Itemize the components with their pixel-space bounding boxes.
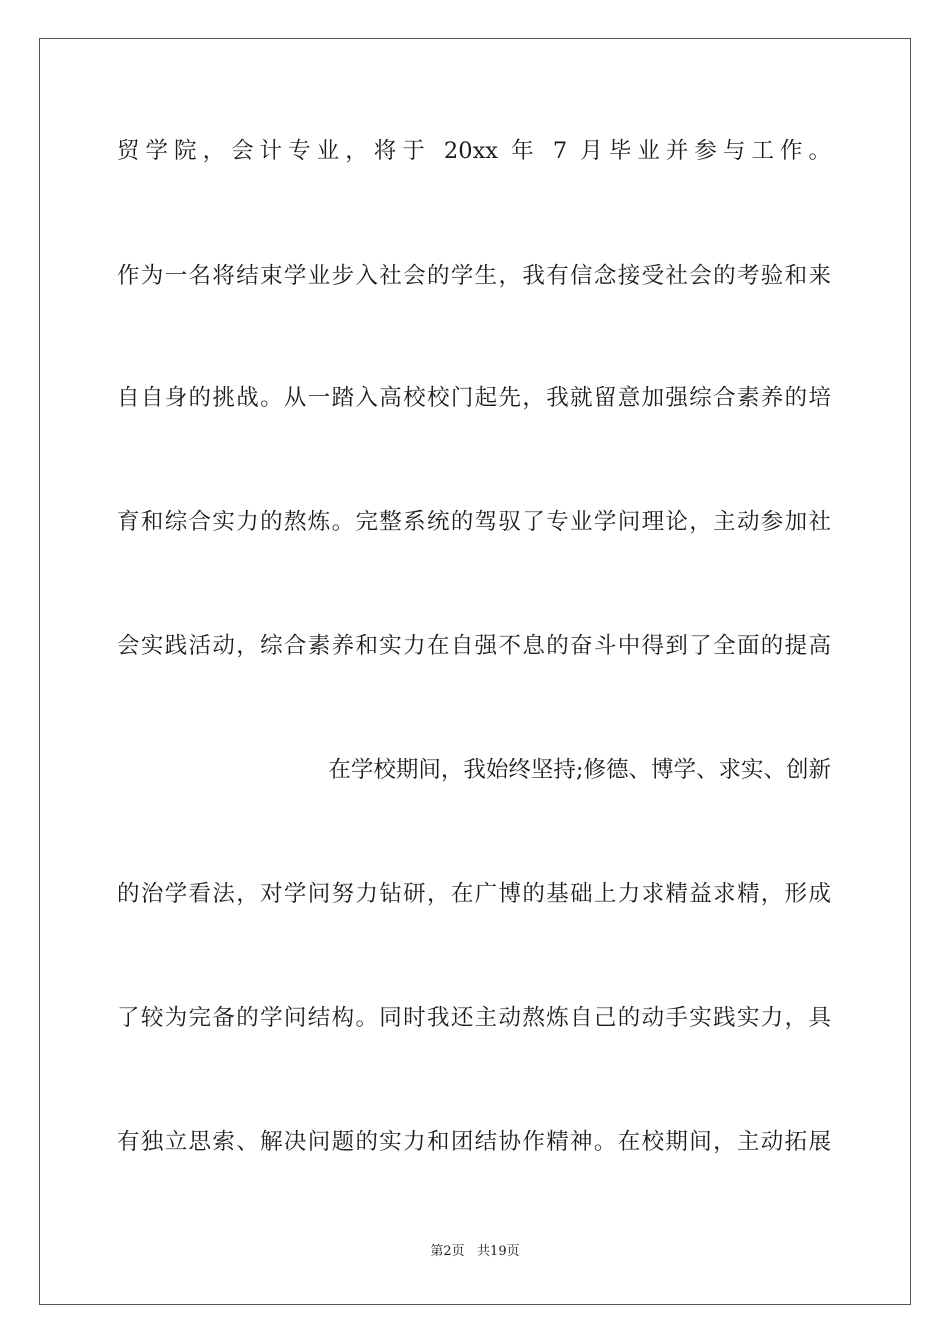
body-text-line-2: 作为一名将结束学业步入社会的学生，我有信念接受社会的考验和来 [117, 263, 831, 289]
body-text-line-4: 育和综合实力的熬炼。完整系统的驾驭了专业学问理论，主动参加社 [117, 509, 831, 535]
body-text-line-5: 会实践活动，综合素养和实力在自强不息的奋斗中得到了全面的提高 [117, 633, 831, 659]
page-number-footer: 第2页 共19页 [430, 1244, 520, 1259]
body-text-line-6: 在学校期间，我始终坚持;修德、博学、求实、创新 [328, 757, 831, 783]
body-text-line-3: 自自身的挑战。从一踏入高校校门起先，我就留意加强综合素养的培 [117, 385, 831, 411]
body-text-line-9: 有独立思索、解决问题的实力和团结协作精神。在校期间，主动拓展 [117, 1129, 831, 1155]
body-text-line-8: 了较为完备的学问结构。同时我还主动熬炼自己的动手实践实力，具 [117, 1005, 831, 1031]
body-text-line-7: 的治学看法，对学问努力钻研，在广博的基础上力求精益求精，形成 [117, 881, 831, 907]
page-border [39, 38, 911, 1305]
body-text-line-1: 贸学院，会计专业，将于 20xx 年 7 月毕业并参与工作。 [117, 138, 831, 164]
